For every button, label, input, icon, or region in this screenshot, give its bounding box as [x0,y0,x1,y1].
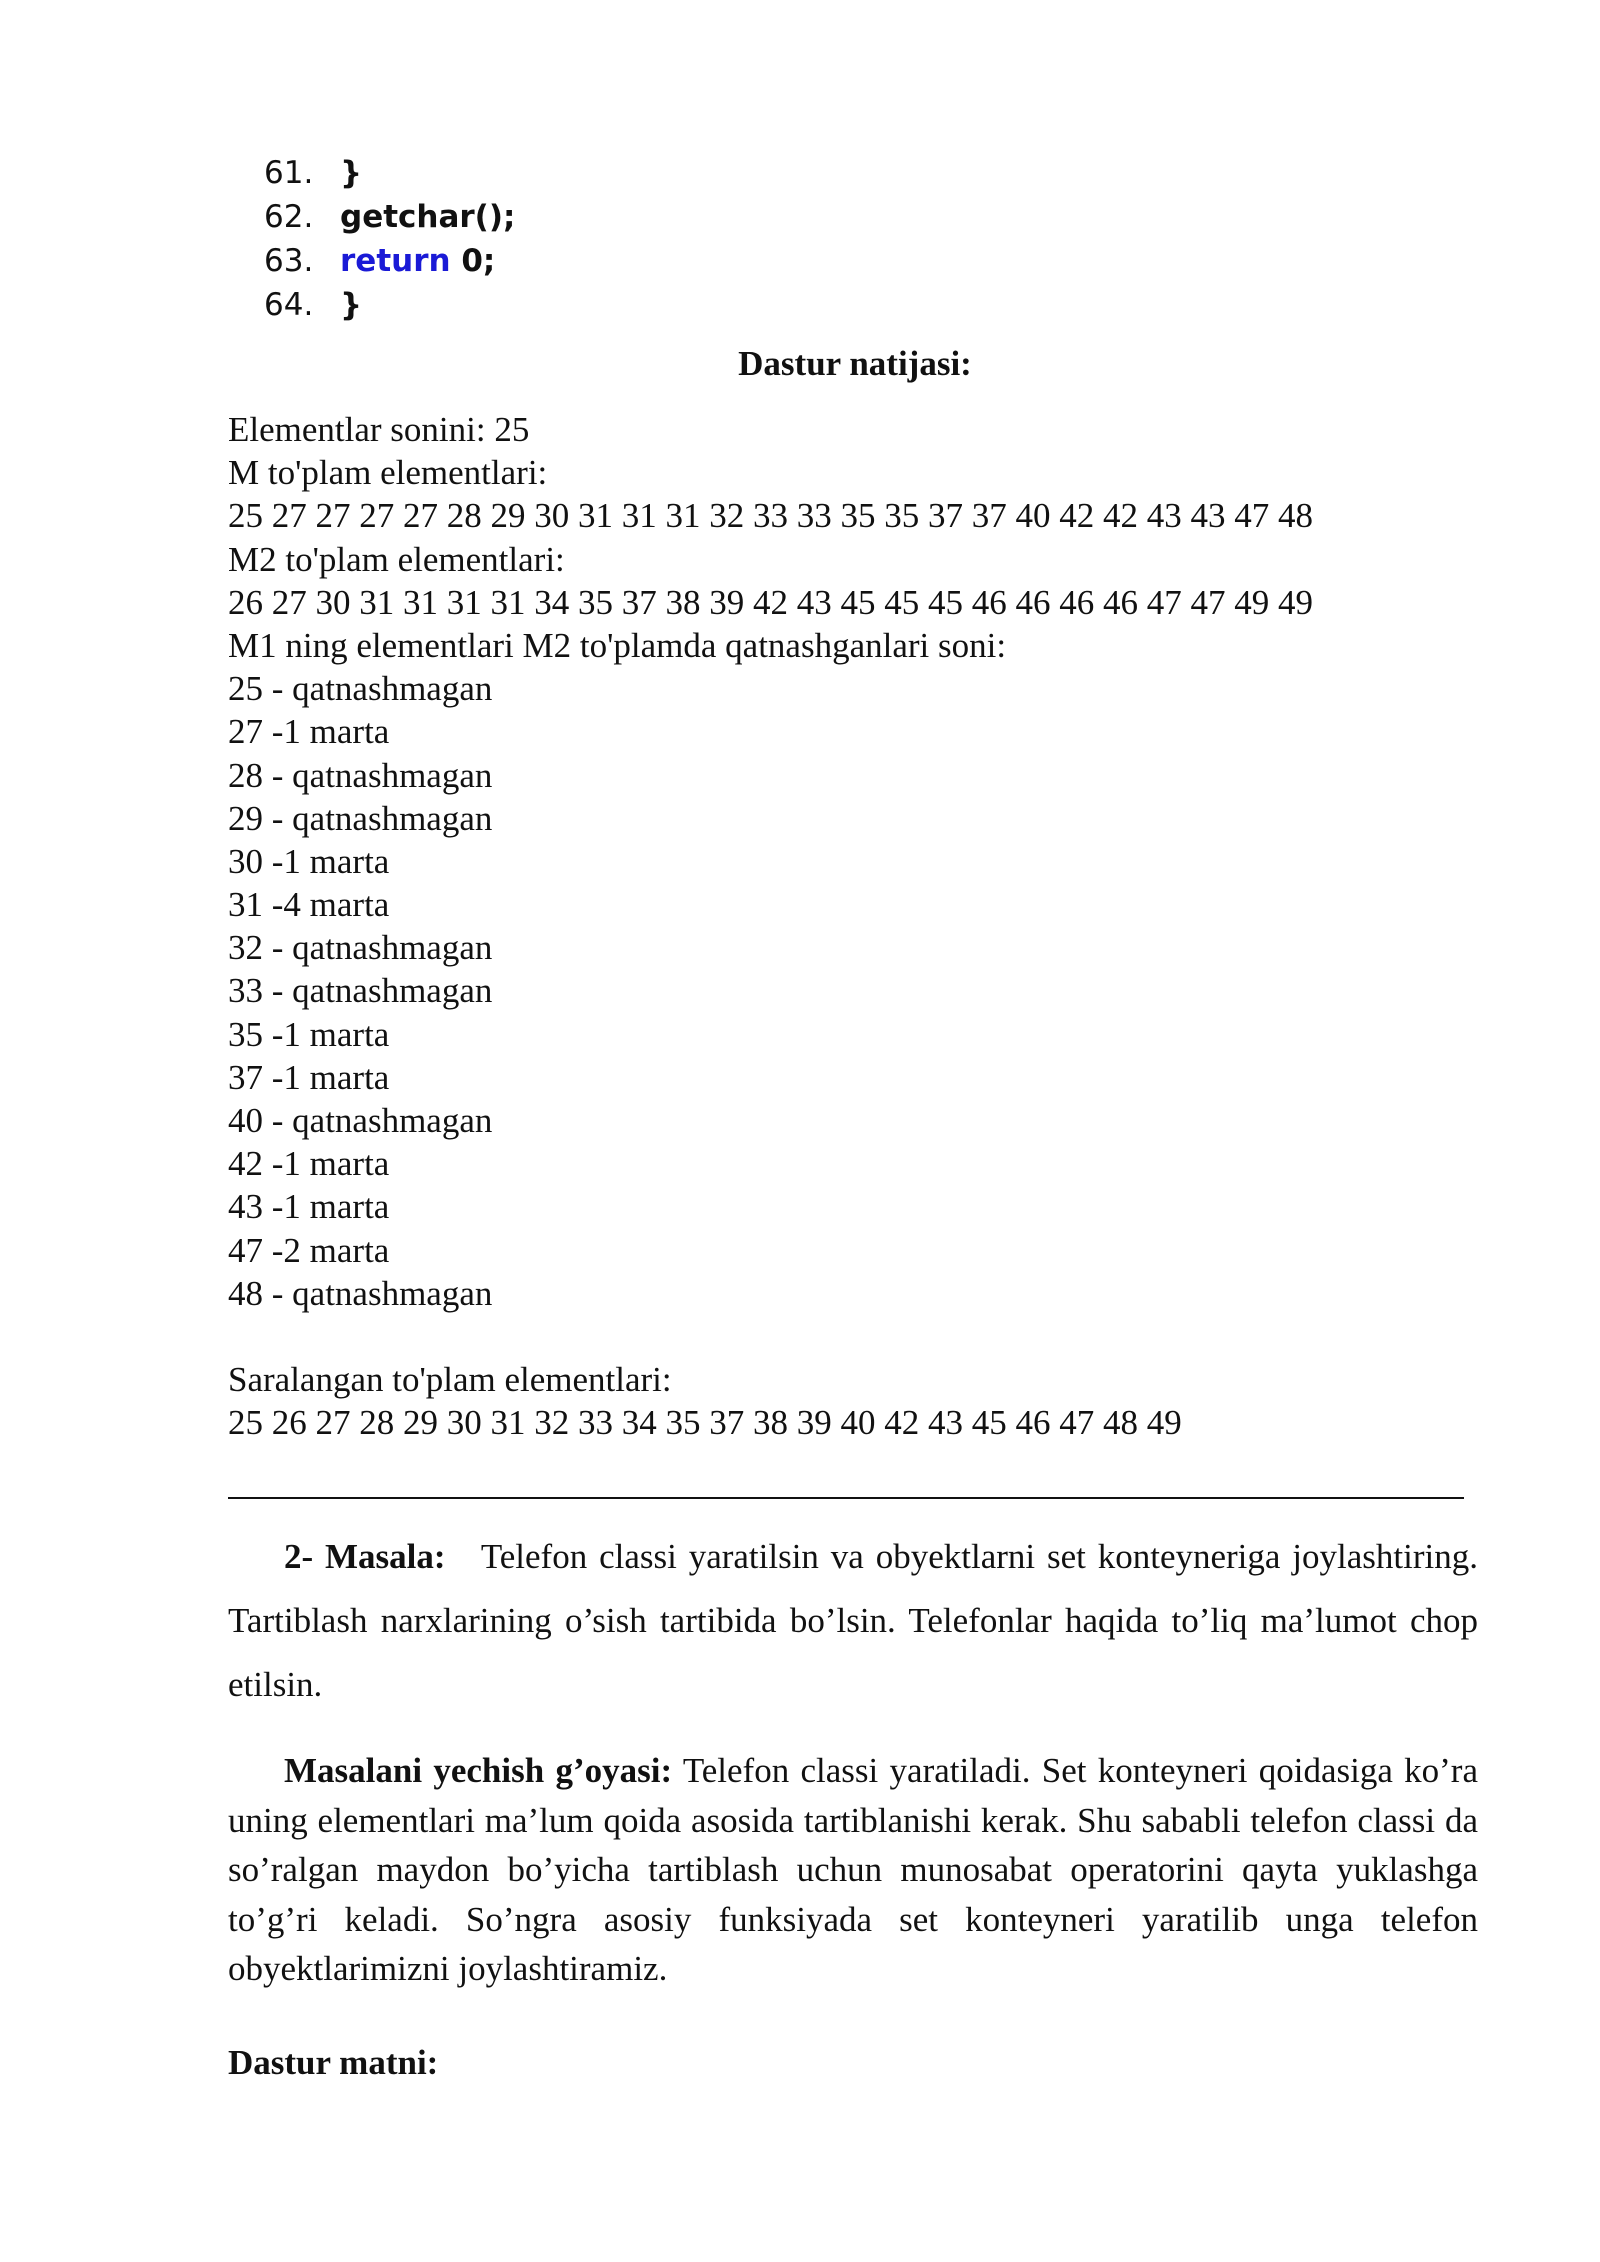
code-text-rest: 0; [450,243,496,279]
output-line: 37 -1 marta [228,1057,390,1097]
output-line: Elementlar sonini: 25 [228,410,530,449]
output-line: 43 -1 marta [228,1187,390,1227]
line-number: 64. [264,287,314,323]
solution-idea-text: Telefon classi yaratiladi. Set konteyneri qoidasiga ko’ra uning elementlari ma’lum qoida asosida tartiblanishi kerak. Shu sababli telefon classi da so’ralgan maydon bo’yicha tartiblash uchun munosabat operatorini qayta yuklashga to’g’ri keladi. So’ngra asosiy funksiyada set konteyneri yaratilib unga telefon obyektlarimizni joylashtiramiz. [228,1751,1478,1989]
code-line [264,283,515,327]
code-line [264,195,515,239]
problem-text: Telefon classi yaratilsin va obyektlarni set konteyneriga joylashtiring. Tartiblash narxlarining o’sish tartibida bo’lsin. Telefonlar haqida to’liq ma’lumot chop etilsin. [228,1537,1478,1704]
return-keyword: return [340,243,451,279]
output-line: Saralangan to'plam elementlari: [228,1360,672,1400]
output-line: 29 - qatnashmagan [228,798,493,838]
solution-idea-label: Masalani yechish g’oyasi: [284,1751,673,1790]
output-line: 25 26 27 28 29 30 31 32 33 34 35 37 38 39 40 42 43 45 46 47 48 49 [228,1403,1182,1443]
blank-line [228,1315,1313,1358]
result-heading: Dastur natijasi: [738,344,972,383]
output-line: 35 -1 marta [228,1014,390,1054]
line-number: 61. [264,155,314,191]
output-line: 27 -1 marta [228,712,390,752]
code-text: } [340,287,363,323]
program-text-heading: Dastur matni: [228,2043,439,2082]
line-number: 63. [264,243,314,279]
output-line: M1 ning elementlari M2 to'plamda qatnashganlari soni: [228,625,1007,665]
line-number: 62. [264,199,314,235]
output-line: 31 -4 marta [228,885,390,925]
problem-statement [228,1525,1478,1717]
output-line: 32 - qatnashmagan [228,928,493,968]
output-line: 42 -1 marta [228,1144,390,1184]
code-text [340,239,495,283]
output-line: 28 - qatnashmagan [228,755,493,795]
code-line [264,239,515,283]
output-line: 40 - qatnashmagan [228,1101,493,1140]
output-line: 48 - qatnashmagan [228,1273,493,1313]
code-text: } [340,155,363,191]
code-listing [264,151,515,327]
solution-idea [228,1746,1478,1994]
output-line: M2 to'plam elementlari: [228,539,565,579]
output-line: 47 -2 marta [228,1230,390,1270]
program-output [228,408,1313,1445]
code-text: getchar(); [340,199,516,235]
separator-line [228,1497,1464,1499]
output-line: 26 27 30 31 31 31 31 34 35 37 38 39 42 43 45 45 45 46 46 46 46 47 47 49 49 [228,582,1313,622]
output-line: 25 27 27 27 27 28 29 30 31 31 31 32 33 33 35 35 37 37 40 42 42 43 43 47 48 [228,496,1313,536]
code-line [264,151,515,195]
output-line: 33 - qatnashmagan [228,971,493,1011]
output-line: 30 -1 marta [228,841,390,881]
output-line: M to'plam elementlari: [228,453,548,493]
problem-label: 2- Masala: [284,1537,446,1576]
output-line: 25 - qatnashmagan [228,669,493,709]
